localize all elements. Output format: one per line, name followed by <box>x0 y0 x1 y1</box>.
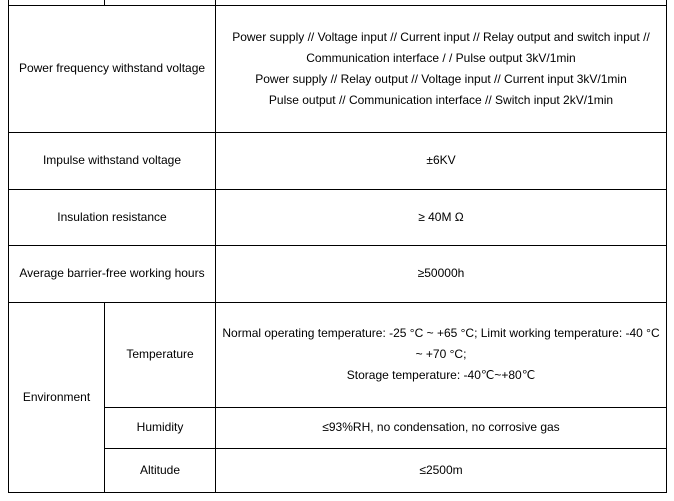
altitude-value: ≤2500m <box>216 448 667 492</box>
specification-table <box>8 0 667 493</box>
mtbf-value: ≥50000h <box>216 245 667 302</box>
impulse-value: ±6KV <box>216 132 667 189</box>
temperature-label: Temperature <box>105 302 216 407</box>
insulation-label: Insulation resistance <box>9 189 216 245</box>
power-frequency-line-4: Pulse output // Communication interface // Switch input 2kV/1min <box>268 92 614 107</box>
power-frequency-line-2: Communication interface / / Pulse output 3kV/1min <box>306 50 576 65</box>
altitude-label: Altitude <box>105 448 216 492</box>
temperature-line-2: ~ +70 °C; <box>415 347 467 361</box>
temperature-line-3: Storage temperature: -40℃~+80℃ <box>346 368 536 382</box>
table-row-power-frequency <box>9 5 667 132</box>
humidity-value: ≤93%RH, no condensation, no corrosive gas <box>216 407 667 448</box>
temperature-line-1: Normal operating temperature: -25 °C ~ +65 °C; Limit working temperature: -40 °C <box>222 326 660 340</box>
power-frequency-line-3: Power supply // Relay output // Voltage input // Current input 3kV/1min <box>255 71 627 86</box>
table-row-temperature <box>9 302 667 407</box>
humidity-label: Humidity <box>105 407 216 448</box>
table-row-impulse <box>9 132 667 189</box>
power-frequency-line-1: Power supply // Voltage input // Current input // Relay output and switch input // <box>232 29 650 44</box>
table-row-mtbf <box>9 245 667 302</box>
power-frequency-value <box>216 5 667 132</box>
impulse-label: Impulse withstand voltage <box>9 132 216 189</box>
table-row-humidity <box>9 407 667 448</box>
temperature-value <box>216 302 667 407</box>
table-row-insulation <box>9 189 667 245</box>
table-row-altitude <box>9 448 667 492</box>
insulation-value: ≥ 40M Ω <box>216 189 667 245</box>
power-frequency-label: Power frequency withstand voltage <box>9 5 216 132</box>
mtbf-label: Average barrier-free working hours <box>9 245 216 302</box>
environment-label: Environment <box>9 302 105 492</box>
